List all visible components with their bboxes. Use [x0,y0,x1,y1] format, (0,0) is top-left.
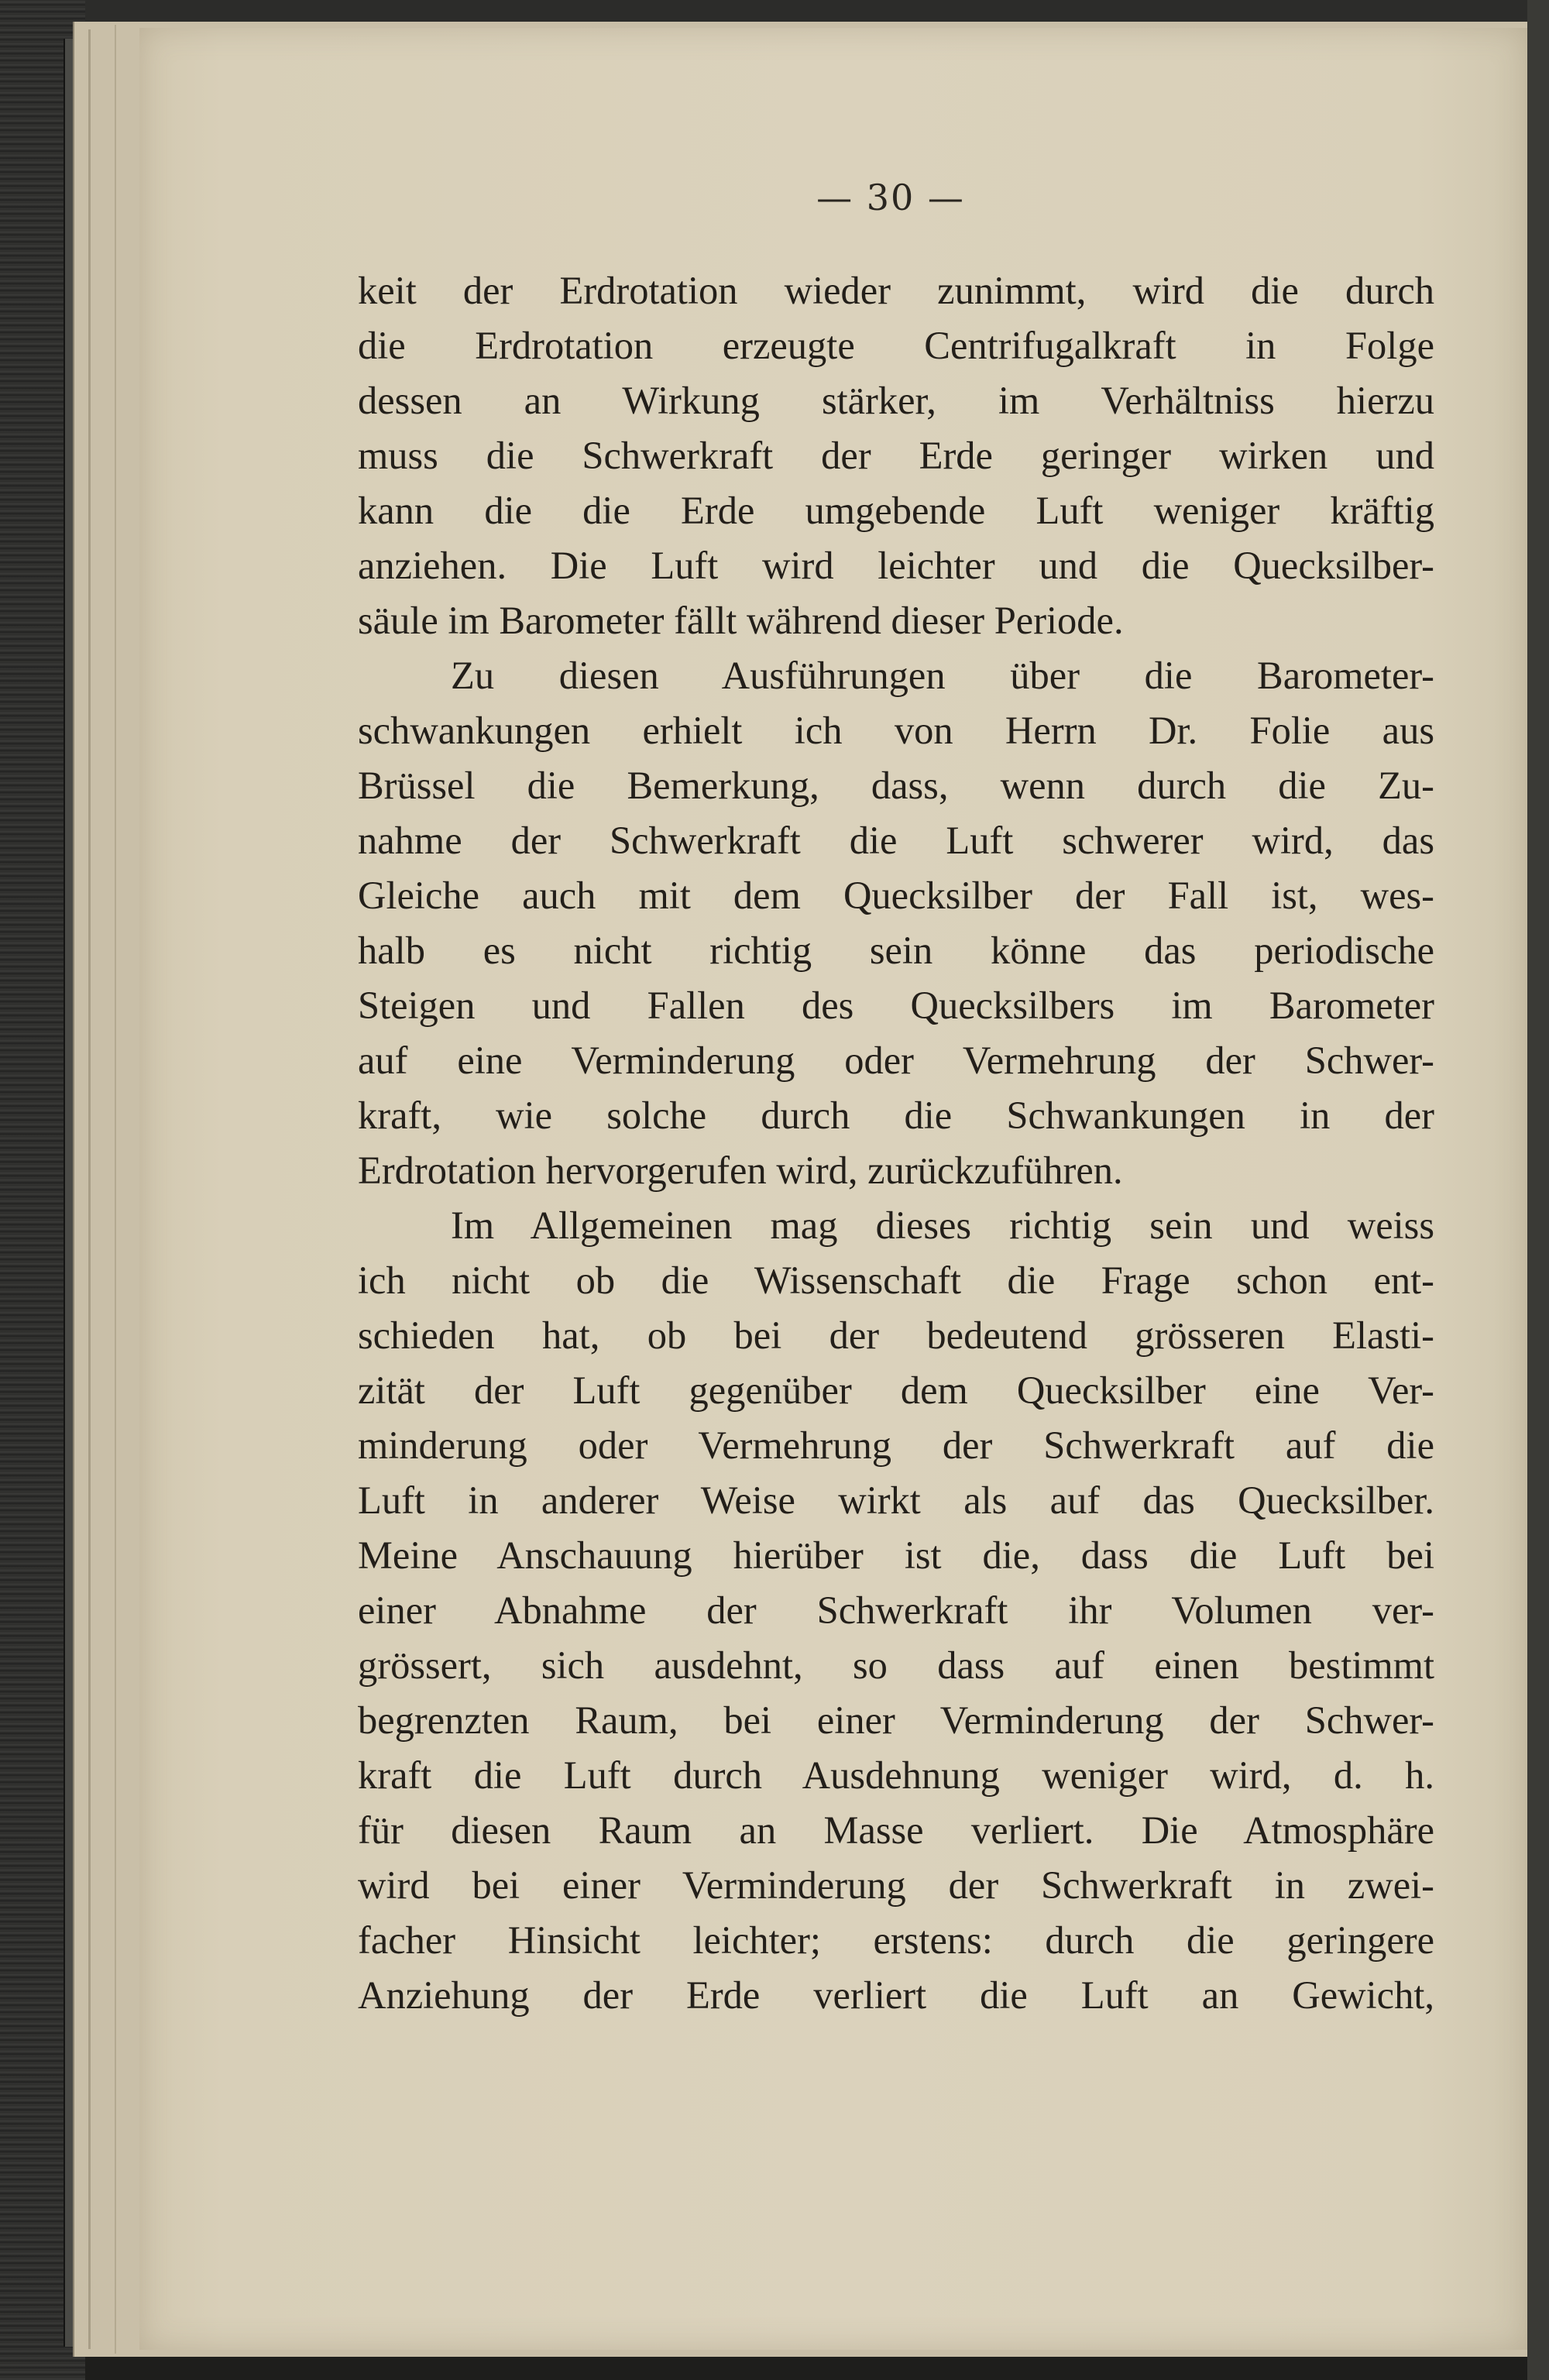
text-line: anziehen. Die Luft wird leichter und die Quecksilber- [358,544,1434,587]
text-line: dessen an Wirkung stärker, im Verhältniss hierzu [358,379,1434,422]
text-line: schwankungen erhielt ich von Herrn Dr. Folie aus [358,709,1434,752]
page-number: — 30 — [816,177,965,218]
text-line: Im Allgemeinen mag dieses richtig sein und weiss [451,1204,1434,1247]
text-line: keit der Erdrotation wieder zunimmt, wird die durch [358,269,1434,312]
text-line: ich nicht ob die Wissenschaft die Frage schon ent- [358,1259,1434,1302]
text-line: Meine Anschauung hierüber ist die, dass die Luft bei [358,1533,1434,1577]
text-line: Luft in anderer Weise wirkt als auf das Quecksilber. [358,1478,1434,1522]
text-line: Zu diesen Ausführungen über die Barometer- [451,654,1434,697]
text-line: schieden hat, ob bei der bedeutend grösseren Elasti- [358,1314,1434,1357]
text-line: halb es nicht richtig sein könne das periodische [358,929,1434,972]
text-line: zität der Luft gegenüber dem Quecksilber eine Ver- [358,1369,1434,1412]
text-line: für diesen Raum an Masse verliert. Die Atmosphäre [358,1808,1434,1852]
text-line: Erdrotation hervorgerufen wird, zurückzuführen. [358,1149,1123,1192]
text-line: facher Hinsicht leichter; erstens: durch die geringere [358,1918,1434,1962]
text-line: Gleiche auch mit dem Quecksilber der Fall ist, wes- [358,874,1434,917]
text-line: grössert, sich ausdehnt, so dass auf einen bestimmt [358,1643,1434,1687]
text-line: begrenzten Raum, bei einer Verminderung der Schwer- [358,1698,1434,1742]
text-line: wird bei einer Verminderung der Schwerkraft in zwei- [358,1863,1434,1907]
scan-background-top [0,0,1549,23]
text-line: kraft, wie solche durch die Schwankungen in der [358,1094,1434,1137]
body-text [358,263,1434,2023]
text-line: Anziehung der Erde verliert die Luft an Gewicht, [358,1973,1434,2017]
scan-background-right [1527,0,1549,2380]
text-line: kann die die Erde umgebende Luft weniger kräftig [358,489,1434,532]
text-line: nahme der Schwerkraft die Luft schwerer wird, das [358,819,1434,862]
text-line: minderung oder Vermehrung der Schwerkraft auf die [358,1424,1434,1467]
text-line: einer Abnahme der Schwerkraft ihr Volumen ver- [358,1588,1434,1632]
text-line: Brüssel die Bemerkung, dass, wenn durch die Zu- [358,764,1434,807]
text-line: Steigen und Fallen des Quecksilbers im Barometer [358,984,1434,1027]
text-line: muss die Schwerkraft der Erde geringer wirken und [358,434,1434,477]
text-line: die Erdrotation erzeugte Centrifugalkraft in Folge [358,324,1434,367]
text-line: auf eine Verminderung oder Vermehrung der Schwer- [358,1039,1434,1082]
text-line: kraft die Luft durch Ausdehnung weniger wird, d. h. [358,1753,1434,1797]
text-line: säule im Barometer fällt während dieser Periode. [358,599,1124,642]
